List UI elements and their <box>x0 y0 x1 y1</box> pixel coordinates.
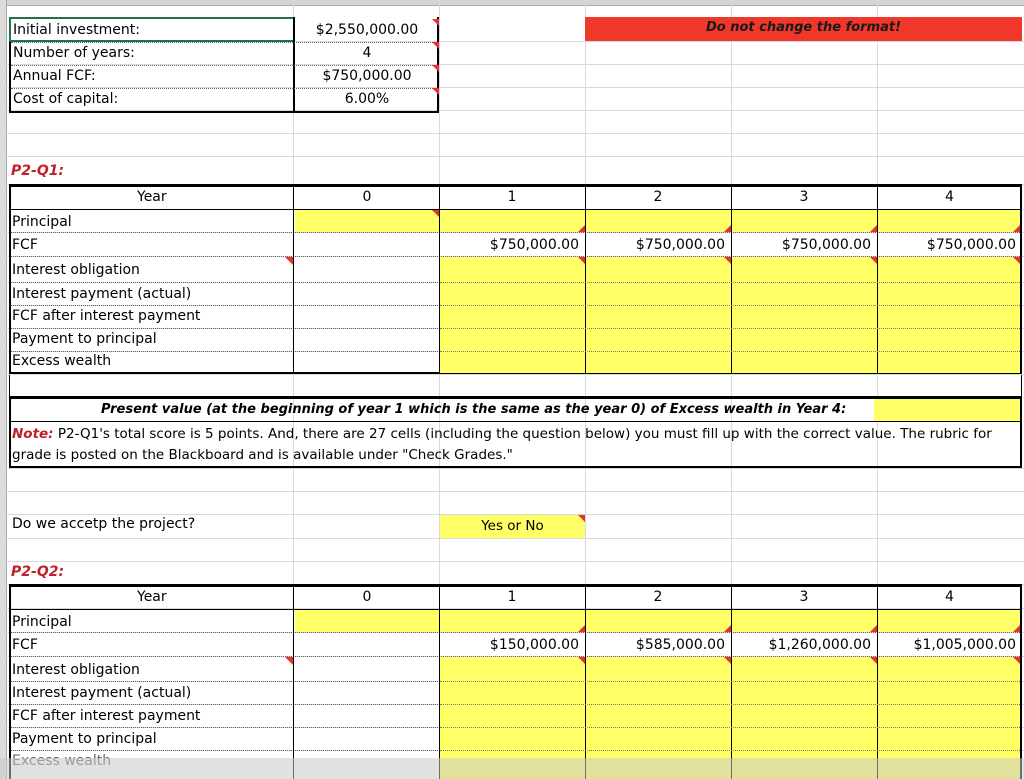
input-value-number-of-years[interactable]: 4 <box>295 42 439 64</box>
q1-row-excess-wealth: Excess wealth <box>12 353 112 369</box>
input-value-initial-investment[interactable]: $2,550,000.00 <box>295 19 439 41</box>
q2-year-3: 3 <box>799 589 809 605</box>
q2-row-interest-obligation: Interest obligation <box>12 662 140 678</box>
q2-principal-y1[interactable] <box>440 610 585 632</box>
q1-row-principal: Principal <box>12 214 72 230</box>
q1-fcf-y1[interactable]: $750,000.00 <box>489 237 579 253</box>
q2-row-principal: Principal <box>12 614 72 630</box>
q2-year-0: 0 <box>362 589 372 605</box>
q2-principal-y0[interactable] <box>295 610 439 632</box>
q1-year-3: 3 <box>799 189 809 205</box>
q1-principal-y2[interactable] <box>586 210 731 232</box>
q1-row-interest-obligation: Interest obligation <box>12 262 140 278</box>
input-label-initial-investment: Initial investment: <box>13 22 140 38</box>
q1-note <box>12 424 1017 466</box>
q2-year-4: 4 <box>945 589 954 605</box>
q1-year-1: 1 <box>507 189 517 205</box>
q1-note-line1: P2-Q1's total score is 5 points. And, there are 27 cells (including the question below) you must fill up with the correct value. The rubric for <box>53 426 992 442</box>
q1-interest-obligation-y0[interactable] <box>285 257 293 265</box>
q1-note-line2: grade is posted on the Blackboard and is available under "Check Grades." <box>12 447 513 463</box>
q1-accept-question: Do we accetp the project? <box>12 516 196 532</box>
q2-year-label: Year <box>137 589 167 605</box>
q1-year-0: 0 <box>362 189 372 205</box>
section-title-q2: P2-Q2: <box>11 564 65 580</box>
q1-note-label: Note: <box>12 426 54 442</box>
q2-principal-y2[interactable] <box>586 610 731 632</box>
q2-row-interest-payment: Interest payment (actual) <box>12 685 192 701</box>
q1-year-label: Year <box>137 189 167 205</box>
q1-year-2: 2 <box>653 189 663 205</box>
q2-fcf-y1[interactable]: $150,000.00 <box>489 637 579 653</box>
q1-pv-question: Present value (at the beginning of year 1 which is the same as the year 0) of Excess wealth in Year 4: <box>101 402 847 417</box>
q1-principal-y1[interactable] <box>440 210 585 232</box>
q2-fcf-y3[interactable]: $1,260,000.00 <box>768 637 871 653</box>
input-value-annual-fcf[interactable]: $750,000.00 <box>295 65 439 87</box>
input-label-cost-of-capital: Cost of capital: <box>13 91 119 107</box>
section-title-q1: P2-Q1: <box>11 163 65 179</box>
q1-interest-block-y3[interactable] <box>732 257 877 373</box>
q2-fcf-y2[interactable]: $585,000.00 <box>635 637 725 653</box>
q2-principal-y4[interactable] <box>878 610 1020 632</box>
q1-pv-answer[interactable] <box>874 399 1020 421</box>
q2-year-1: 1 <box>507 589 517 605</box>
q1-principal-y4[interactable] <box>878 210 1020 232</box>
q1-accept-answer[interactable]: Yes or No <box>440 515 585 538</box>
q1-fcf-y3[interactable]: $750,000.00 <box>781 237 871 253</box>
q1-interest-block-y4[interactable] <box>878 257 1020 373</box>
q1-row-fcf: FCF <box>12 237 38 253</box>
q2-year-2: 2 <box>653 589 663 605</box>
row-header-strip <box>0 0 7 779</box>
q1-year-4: 4 <box>945 189 954 205</box>
q1-row-interest-payment: Interest payment (actual) <box>12 286 192 302</box>
q2-principal-y3[interactable] <box>732 610 877 632</box>
q1-row-payment-to-principal: Payment to principal <box>12 331 157 347</box>
horizontal-scroll-fade <box>0 758 1024 779</box>
format-warning-banner: Do not change the format! <box>585 17 1022 41</box>
q1-interest-block-y2[interactable] <box>586 257 731 373</box>
q1-interest-block-y1[interactable] <box>440 257 585 373</box>
input-label-annual-fcf: Annual FCF: <box>13 68 96 84</box>
input-label-number-of-years: Number of years: <box>13 45 135 61</box>
q1-row-fcf-after-interest: FCF after interest payment <box>12 308 201 324</box>
column-header-strip <box>0 0 1024 6</box>
q1-principal-y0[interactable] <box>295 210 439 232</box>
q2-row-payment-to-principal: Payment to principal <box>12 731 157 747</box>
q1-fcf-y2[interactable]: $750,000.00 <box>635 237 725 253</box>
q1-fcf-y4[interactable]: $750,000.00 <box>926 237 1016 253</box>
q1-principal-y3[interactable] <box>732 210 877 232</box>
q2-interest-obligation-y0[interactable] <box>285 657 293 665</box>
input-value-cost-of-capital[interactable]: 6.00% <box>295 88 439 110</box>
q2-row-fcf-after-interest: FCF after interest payment <box>12 708 201 724</box>
q2-fcf-y4[interactable]: $1,005,000.00 <box>913 637 1016 653</box>
q2-row-fcf: FCF <box>12 637 38 653</box>
